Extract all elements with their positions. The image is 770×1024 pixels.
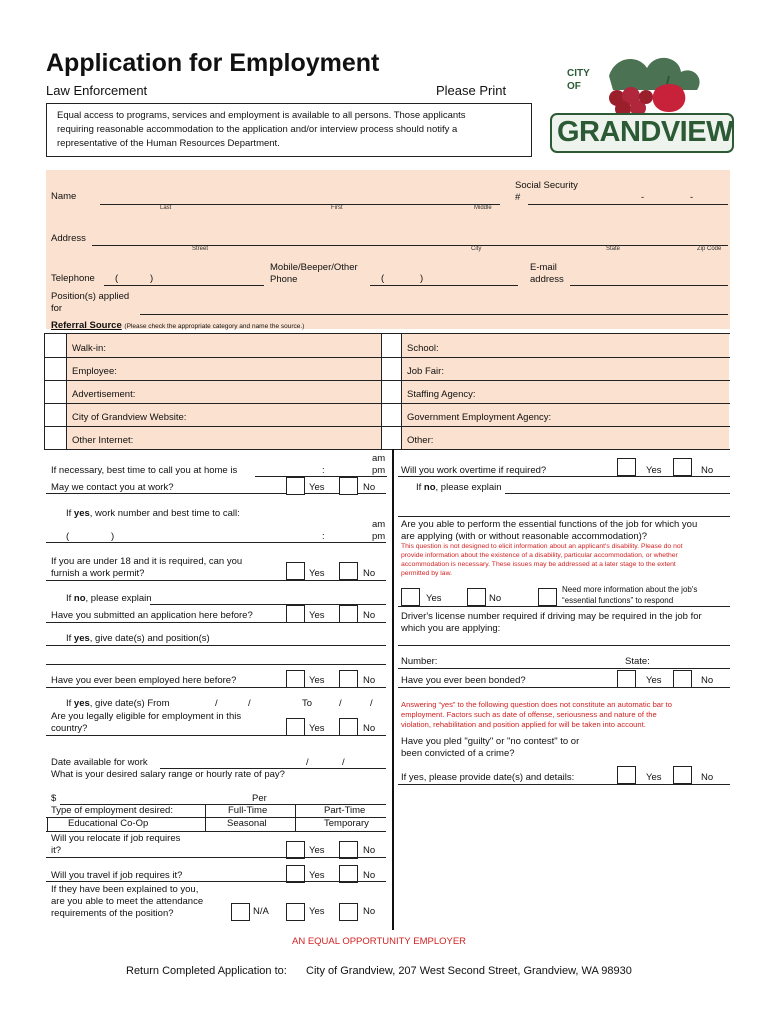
attendance-label: If they have been explained to you,: [51, 884, 199, 895]
no-label: No: [363, 675, 376, 686]
part-time-option[interactable]: Part-Time: [324, 805, 366, 816]
no-label: No: [363, 870, 376, 881]
best-time-field[interactable]: [255, 476, 387, 477]
date-available-label: Date available for work: [51, 757, 148, 768]
state-caption: State: [606, 246, 621, 252]
referral-option[interactable]: Advertisement:: [72, 389, 136, 400]
to-label: To: [302, 698, 313, 709]
essential-label-2: are applying (with or without reasonable accommodation)?: [401, 531, 648, 542]
submitted-yes-checkbox[interactable]: [286, 605, 305, 623]
under18-label: If you are under 18 and it is required, can you: [51, 556, 243, 567]
city-caption: City: [471, 246, 482, 252]
no-label: No: [363, 723, 376, 734]
ssn-dash: -: [690, 192, 694, 203]
date-slash: /: [215, 698, 218, 709]
guilty-yes-checkbox[interactable]: [617, 766, 636, 784]
dollar-sign: $: [51, 793, 57, 804]
employed-no-checkbox[interactable]: [339, 670, 358, 688]
no-label: No: [363, 568, 376, 579]
eligible-label-2: country?: [51, 723, 88, 734]
attendance-label-2: are you able to meet the attendance: [51, 896, 204, 907]
logo-city-text: CITY: [567, 68, 590, 79]
eligible-yes-checkbox[interactable]: [286, 718, 305, 736]
city-logo: [543, 46, 739, 156]
work-permit-no-checkbox[interactable]: [339, 562, 358, 580]
license-number-label: Number:: [401, 656, 438, 667]
no-label: No: [701, 772, 714, 783]
referral-option[interactable]: Job Fair:: [407, 366, 444, 377]
overtime-explain-label: If no, please explain: [416, 482, 502, 493]
answering-note: employment. Factors such as date of offense, seriousness and nature of the: [401, 710, 657, 719]
eligible-label: Are you legally eligible for employment in this: [51, 711, 242, 722]
essential-yes-checkbox[interactable]: [401, 588, 420, 606]
answering-note: Answering “yes” to the following question does not constitute an automatic bar to: [401, 700, 672, 709]
please-print-label: Please Print: [436, 83, 507, 98]
time-colon: :: [322, 465, 325, 476]
yes-label: Yes: [309, 610, 325, 621]
guilty-details-label: If yes, please provide date(s) and details:: [401, 772, 575, 783]
coop-option[interactable]: Educational Co-Op: [68, 818, 149, 829]
referral-heading: [51, 320, 304, 331]
referral-option[interactable]: Staffing Agency:: [407, 389, 476, 400]
work-number-field[interactable]: [46, 542, 386, 543]
yes-label: Yes: [646, 772, 662, 783]
first-name-caption: First: [331, 205, 343, 211]
no-label: No: [489, 593, 502, 604]
yes-label: Yes: [309, 675, 325, 686]
mobile-field[interactable]: [370, 285, 518, 286]
under18-label-2: furnish a work permit?: [51, 568, 145, 579]
return-address: City of Grandview, 207 West Second Street, Grandview, WA 98930: [306, 965, 632, 977]
personal-info-section: [46, 170, 730, 329]
referral-grid: [44, 333, 730, 450]
date-slash: /: [370, 698, 373, 709]
license-number-field[interactable]: [398, 668, 730, 669]
temporary-option[interactable]: Temporary: [324, 818, 369, 829]
bonded-yes-checkbox[interactable]: [617, 670, 636, 688]
am-label: am: [372, 519, 386, 530]
paren-open: (: [66, 531, 70, 542]
yes-label: Yes: [426, 593, 442, 604]
essential-note: permitted by law.: [401, 570, 452, 577]
ssn-hash-label: #: [515, 192, 521, 203]
address-field[interactable]: [92, 245, 728, 246]
submitted-dates-field[interactable]: [46, 645, 386, 646]
yes-label: Yes: [646, 465, 662, 476]
zip-caption: Zip Code: [697, 246, 722, 252]
contact-work-yes-checkbox[interactable]: [286, 477, 305, 495]
referral-hint: (Please check the appropriate category and name the source.): [124, 323, 305, 330]
referral-option[interactable]: Walk-in:: [72, 343, 106, 354]
referral-option[interactable]: Employee:: [72, 366, 117, 377]
if-yes-dates-label: If yes, give date(s) and position(s): [66, 633, 210, 644]
logo-grandview-text: GRANDVIEW: [557, 116, 733, 148]
no-label: No: [363, 906, 376, 917]
eeo-statement: AN EQUAL OPPORTUNITY EMPLOYER: [292, 936, 467, 947]
need-info-label-2: “essential functions” to respond: [562, 596, 674, 605]
no-label: No: [363, 610, 376, 621]
date-slash: /: [306, 757, 309, 768]
yes-label: Yes: [309, 906, 325, 917]
referral-option[interactable]: Other:: [407, 435, 434, 446]
address-label: Address: [51, 233, 86, 244]
email-label-2: address: [530, 274, 564, 285]
attendance-yes-checkbox[interactable]: [286, 903, 305, 921]
telephone-label: Telephone: [51, 273, 95, 284]
essential-need-info-checkbox[interactable]: [538, 588, 557, 606]
seasonal-option[interactable]: Seasonal: [227, 818, 267, 829]
notice-line: Equal access to programs, services and employment is available to all persons. Those applicants: [57, 110, 466, 121]
essential-no-checkbox[interactable]: [467, 588, 486, 606]
overtime-yes-checkbox[interactable]: [617, 458, 636, 476]
answering-note: violation, rehabilitation and position applied for will be taken into account.: [401, 720, 646, 729]
position-field[interactable]: [140, 314, 728, 315]
referral-option[interactable]: Government Employment Agency:: [407, 412, 552, 423]
paren-close: ): [111, 531, 115, 542]
guilty-details-field[interactable]: [398, 784, 730, 785]
ssn-field[interactable]: [528, 204, 728, 205]
guilty-no-checkbox[interactable]: [673, 766, 692, 784]
notice-line: requiring reasonable accommodation to the application and/or interview process should notify a: [57, 124, 458, 135]
referral-option[interactable]: City of Grandview Website:: [72, 412, 187, 423]
salary-label: What is your desired salary range or hourly rate of pay?: [51, 769, 285, 780]
attendance-label-3: requirements of the position?: [51, 908, 174, 919]
attendance-na-checkbox[interactable]: [231, 903, 250, 921]
equal-access-notice: [46, 103, 532, 157]
bonded-label: Have you ever been bonded?: [401, 675, 526, 686]
paren-close: ): [150, 273, 154, 284]
last-name-caption: Last: [160, 205, 172, 211]
submitted-before-label: Have you submitted an application here before?: [51, 610, 253, 621]
pm-label: pm: [372, 465, 386, 476]
street-caption: Street: [192, 246, 209, 252]
submitted-no-checkbox[interactable]: [339, 605, 358, 623]
telephone-field[interactable]: [104, 285, 264, 286]
position-label-2: for: [51, 303, 63, 314]
license-label: Driver's license number required if driving may be required in the job for: [401, 611, 702, 622]
essential-note: provide information about the existence of a disability, particular accommodation, or whether: [401, 552, 678, 559]
name-label: Name: [51, 191, 77, 202]
mobile-label-2: Phone: [270, 274, 298, 285]
no-label: No: [701, 675, 714, 686]
overtime-label: Will you work overtime if required?: [401, 465, 547, 476]
email-field[interactable]: [570, 285, 728, 286]
no-label: No: [701, 465, 714, 476]
date-slash: /: [248, 698, 251, 709]
employed-before-label: Have you ever been employed here before?: [51, 675, 237, 686]
return-label: Return Completed Application to:: [126, 965, 287, 977]
email-label: E-mail: [530, 262, 557, 273]
no-label: No: [363, 482, 376, 493]
contact-work-no-checkbox[interactable]: [339, 477, 358, 495]
work-permit-yes-checkbox[interactable]: [286, 562, 305, 580]
license-state-label: State:: [625, 656, 650, 667]
column-divider: [392, 449, 394, 930]
logo-of-text: OF: [567, 81, 581, 92]
middle-name-caption: Middle: [474, 205, 492, 211]
paren-open: (: [381, 273, 385, 284]
pm-label: pm: [372, 531, 386, 542]
time-colon: :: [322, 531, 325, 542]
ssn-label: Social Security: [515, 180, 578, 191]
relocate-label-2: it?: [51, 845, 62, 856]
guilty-label: Have you pled "guilty" or "no contest" to or: [401, 736, 580, 747]
best-time-label: If necessary, best time to call you at home is: [51, 465, 238, 476]
na-label: N/A: [253, 906, 269, 917]
employed-yes-checkbox[interactable]: [286, 670, 305, 688]
need-info-label: Need more information about the job's: [562, 585, 698, 594]
guilty-label-2: been convicted of a crime?: [401, 748, 515, 759]
employment-type-label: Type of employment desired:: [51, 805, 173, 816]
referral-option[interactable]: School:: [407, 343, 439, 354]
yes-label: Yes: [309, 845, 325, 856]
notice-line: representative of the Human Resources Department.: [57, 138, 280, 149]
essential-note: accommodation is necessary. These issues may be addressed at a later stage to the extent: [401, 561, 676, 568]
travel-label: Will you travel if job requires it?: [51, 870, 183, 881]
referral-label: Referral Source: [51, 320, 122, 331]
overtime-explain-field[interactable]: [505, 493, 730, 494]
no-label: No: [363, 845, 376, 856]
license-label-2: which you are applying:: [401, 623, 501, 634]
form-title: Application for Employment: [46, 49, 380, 77]
paren-close: ): [420, 273, 424, 284]
date-slash: /: [339, 698, 342, 709]
overtime-no-checkbox[interactable]: [673, 458, 692, 476]
date-slash: /: [342, 757, 345, 768]
yes-label: Yes: [309, 723, 325, 734]
if-no-explain-label: If no, please explain: [66, 593, 152, 604]
yes-label: Yes: [646, 675, 662, 686]
yes-label: Yes: [309, 870, 325, 881]
full-time-option[interactable]: Full-Time: [228, 805, 268, 816]
eligible-no-checkbox[interactable]: [339, 718, 358, 736]
essential-note: This question is not designed to elicit information about an applicant's disability. Please do not: [401, 543, 683, 550]
contact-work-label: May we contact you at work?: [51, 482, 174, 493]
yes-label: Yes: [309, 568, 325, 579]
relocate-label: Will you relocate if job requires: [51, 833, 181, 844]
mobile-label: Mobile/Beeper/Other: [270, 262, 358, 273]
if-yes-work-label: If yes, work number and best time to call:: [66, 508, 240, 519]
bonded-no-checkbox[interactable]: [673, 670, 692, 688]
essential-label: Are you able to perform the essential functions of the job for which you: [401, 519, 698, 530]
ssn-dash: -: [641, 192, 645, 203]
paren-open: (: [115, 273, 119, 284]
employed-dates-label: If yes, give date(s) From: [66, 698, 170, 709]
department-label: Law Enforcement: [46, 83, 148, 98]
yes-label: Yes: [309, 482, 325, 493]
am-label: am: [372, 453, 386, 464]
attendance-no-checkbox[interactable]: [339, 903, 358, 921]
per-label: Per: [252, 793, 267, 804]
referral-option[interactable]: Other Internet:: [72, 435, 134, 446]
position-label: Position(s) applied: [51, 291, 130, 302]
